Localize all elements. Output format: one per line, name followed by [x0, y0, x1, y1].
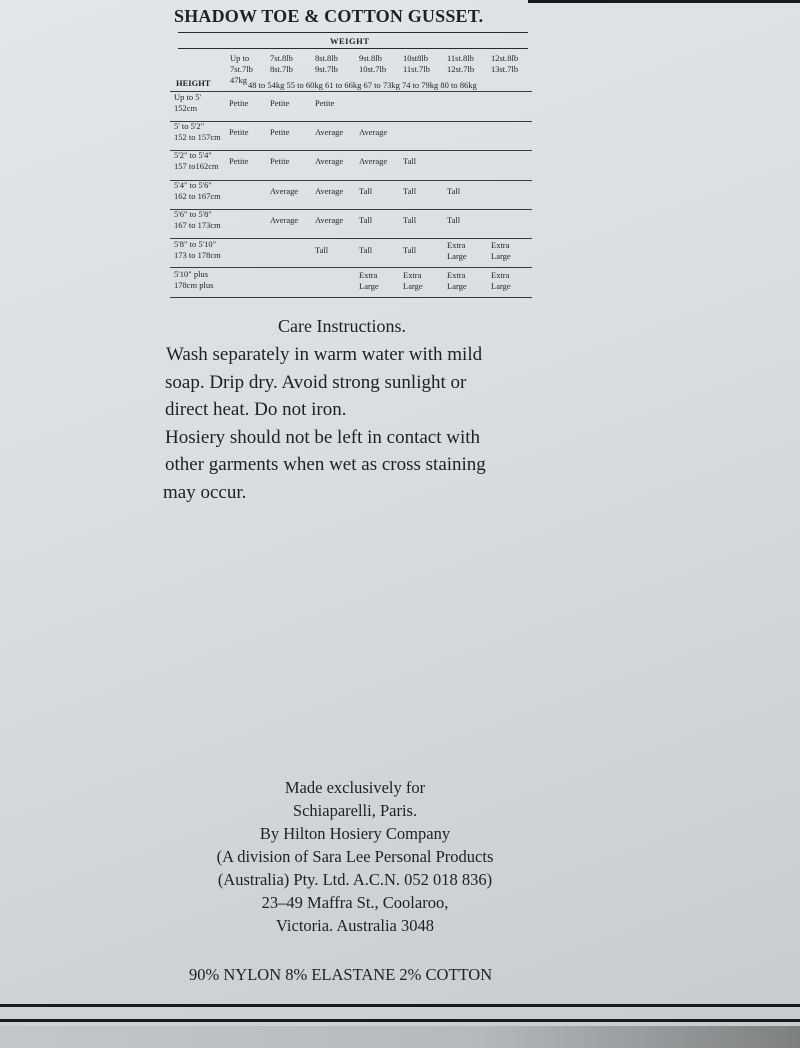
size-cell: Tall [403, 156, 417, 166]
manufacturer-line: (Australia) Pty. Ltd. A.C.N. 052 018 836) [217, 870, 493, 889]
size-cell: Average [270, 186, 299, 196]
size-cell: Tall [403, 245, 417, 255]
size-cell: Petite [229, 156, 249, 166]
bottom-rule-2 [0, 1019, 800, 1022]
weight-column-header: 8st.8lb 9st.7lb [315, 53, 338, 74]
size-cell: Tall [403, 186, 417, 196]
size-cell: Petite [270, 98, 290, 108]
care-line: Wash separately in warm water with mild [166, 344, 483, 365]
care-line: soap. Drip dry. Avoid strong sunlight or [165, 371, 467, 393]
height-row-label: 5' to 5'2" 152 to 157cm [174, 121, 221, 142]
height-row-label: 5'10" plus 178cm plus [174, 269, 214, 290]
bottom-rule-1 [0, 1004, 800, 1007]
weight-column-header: 12st.8lb 13st.7lb [491, 53, 519, 74]
height-row-label: 5'2" to 5'4" 157 to162cm [174, 150, 219, 171]
care-line: other garments when wet as cross staining [165, 454, 486, 475]
title-rule [178, 32, 528, 33]
size-cell: Average [359, 156, 388, 166]
size-cell: Petite [229, 98, 249, 108]
fabric-composition: 90% NYLON 8% ELASTANE 2% COTTON [189, 965, 493, 984]
manufacturer-line: Victoria. Australia 3048 [275, 916, 434, 935]
size-cell: Average [359, 127, 388, 137]
size-cell: Extra Large [447, 270, 467, 291]
size-cell: Average [315, 186, 344, 196]
size-cell: Petite [315, 98, 335, 108]
height-row-label: 5'4" to 5'6" 162 to 167cm [174, 180, 221, 201]
table-surface [0, 1026, 800, 1048]
weight-column-header: 9st.8lb 10st.7lb [359, 53, 387, 74]
row-rule [170, 91, 532, 92]
row-rule [170, 150, 532, 151]
manufacturer-line: 23–49 Maffra St., Coolaroo, [261, 893, 449, 912]
height-row-label: 5'8" to 5'10" 173 to 178cm [174, 239, 221, 260]
size-cell: Average [315, 215, 344, 225]
size-cell: Extra Large [359, 270, 379, 291]
size-cell: Petite [270, 156, 290, 166]
weight-rule [178, 48, 528, 49]
size-cell: Petite [229, 127, 249, 137]
page-title: SHADOW TOE & COTTON GUSSET. [174, 6, 484, 26]
weight-header: WEIGHT [330, 36, 370, 46]
size-cell: Tall [359, 186, 373, 196]
weight-column-header: 11st.8lb 12st.7lb [447, 53, 475, 74]
size-cell: Tall [447, 186, 461, 196]
care-title: Care Instructions. [278, 316, 406, 336]
manufacturer-line: By Hilton Hosiery Company [259, 824, 451, 843]
row-rule [170, 121, 532, 122]
size-cell: Average [315, 127, 344, 137]
size-cell: Tall [403, 215, 417, 225]
height-row-label: Up to 5' 152cm [174, 92, 202, 113]
size-cell: Petite [270, 127, 290, 137]
row-rule [170, 238, 532, 239]
size-cell: Extra Large [403, 270, 423, 291]
size-cell: Extra Large [491, 240, 511, 261]
manufacturer-line: Made exclusively for [284, 778, 426, 797]
size-cell: Tall [315, 245, 329, 255]
manufacturer-line: Schiaparelli, Paris. [292, 801, 418, 820]
care-line: direct heat. Do not iron. [165, 399, 347, 420]
height-row-label: 5'6" to 5'8" 167 to 173cm [174, 209, 221, 230]
weight-column-header: Up to 7st.7lb 47kg [230, 53, 253, 85]
size-cell: Average [270, 215, 299, 225]
kg-ranges: 48 to 54kg 55 to 60kg 61 to 66kg 67 to 73kg 74 to 79kg 80 to 86kg [248, 80, 477, 90]
care-line: Hosiery should not be left in contact with [165, 426, 481, 448]
row-rule [170, 180, 532, 181]
weight-column-header: 7st.8lb 8st.7lb [270, 53, 293, 74]
care-line: may occur. [163, 481, 247, 503]
row-rule [170, 267, 532, 268]
weight-column-header: 10st8lb 11st.7lb [403, 53, 430, 74]
size-cell: Tall [359, 245, 373, 255]
size-cell: Average [315, 156, 344, 166]
size-cell: Extra Large [447, 240, 467, 261]
size-cell: Tall [447, 215, 461, 225]
row-rule [170, 209, 532, 210]
manufacturer-line: (A division of Sara Lee Personal Products [216, 847, 494, 866]
size-cell: Tall [359, 215, 373, 225]
row-rule [170, 297, 532, 298]
top-edge-bar [528, 0, 800, 3]
height-header: HEIGHT [176, 78, 211, 88]
size-cell: Extra Large [491, 270, 511, 291]
